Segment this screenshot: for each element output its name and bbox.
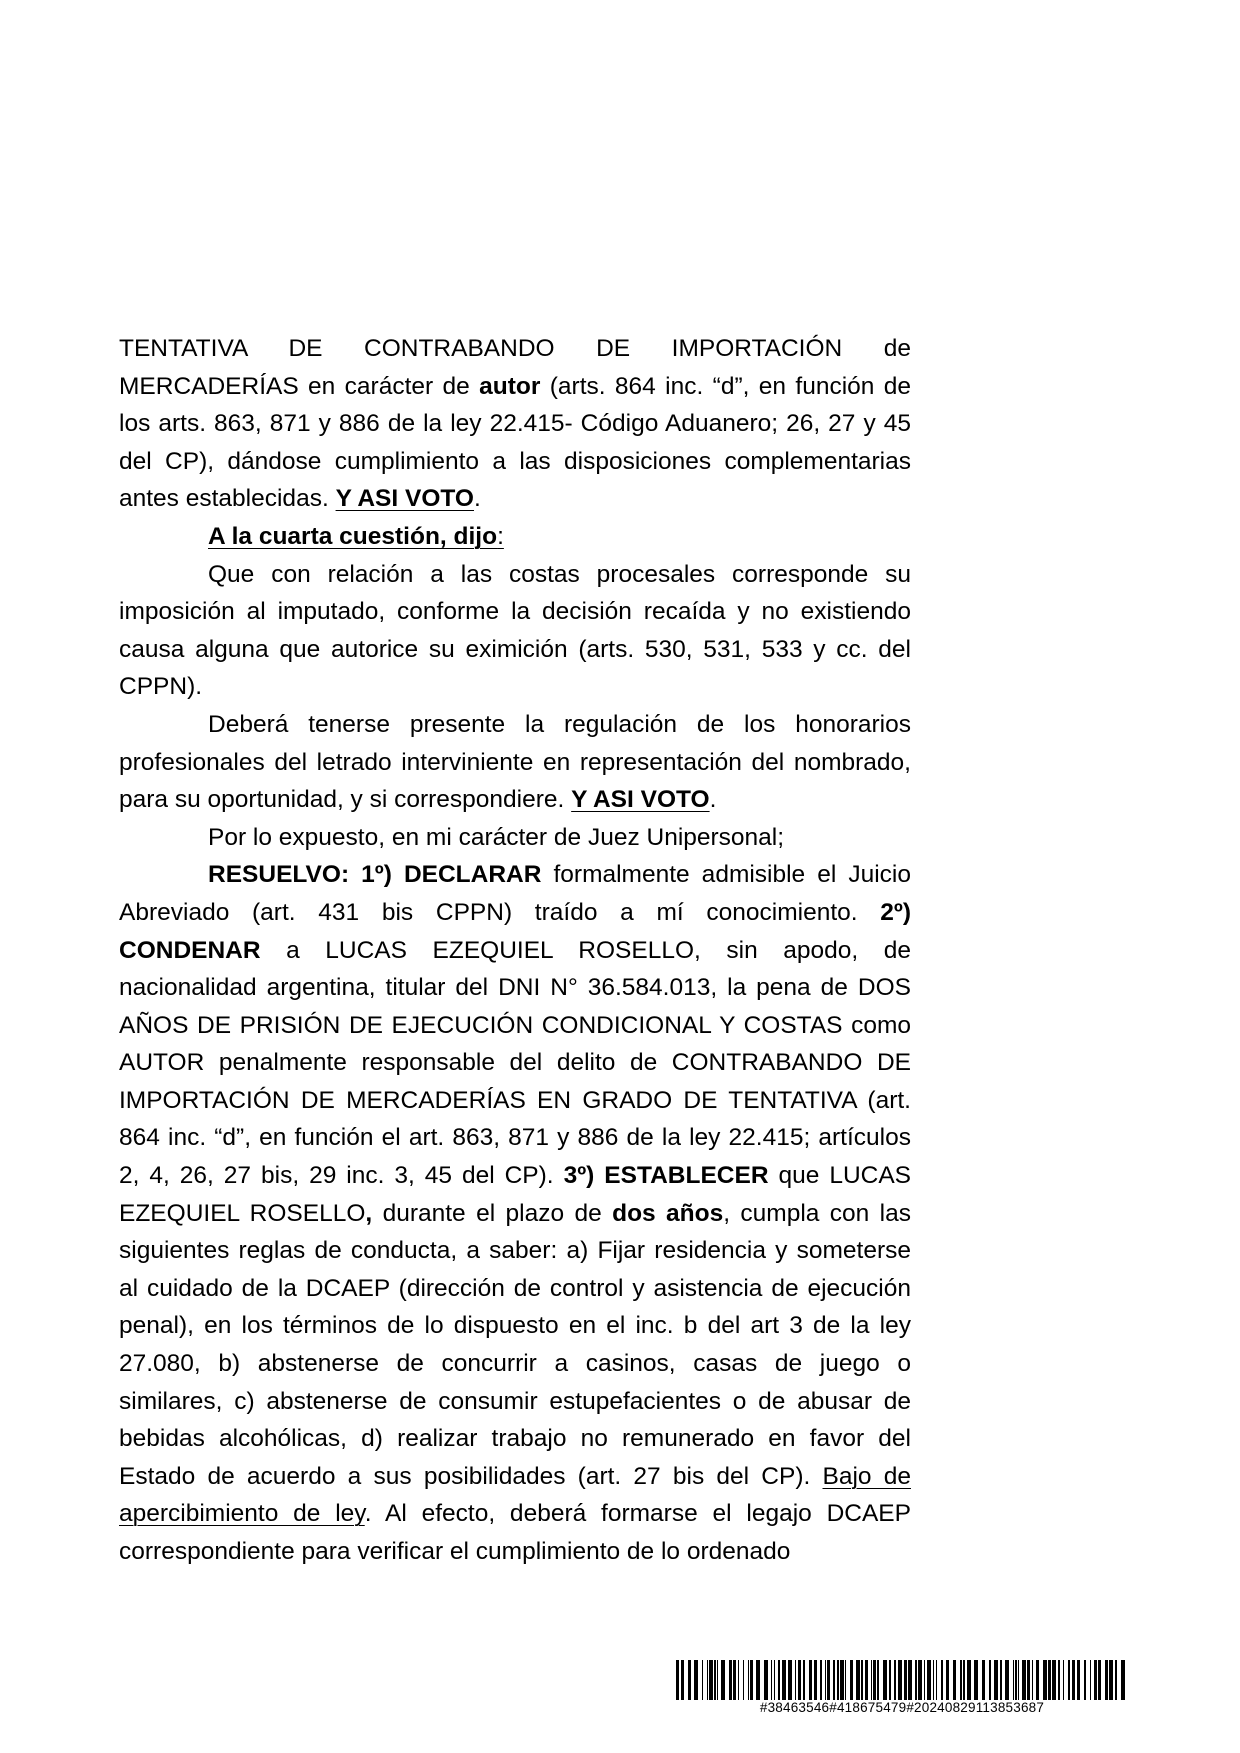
barcode-bar: [1094, 1660, 1097, 1700]
barcode-bar: [953, 1660, 956, 1700]
barcode-bar: [1090, 1660, 1091, 1700]
barcode-bar: [946, 1660, 949, 1700]
barcode-bar: [982, 1660, 985, 1700]
barcode-bar: [840, 1660, 844, 1700]
barcode-bar: [833, 1660, 835, 1700]
barcode-bar: [750, 1660, 753, 1700]
text-run: Que con relación a las costas procesales corresponde su imposición al imputado, conforme la decisión recaída y no existiendo causa alguna que autorice su eximición (arts. 530, 531, 533 y cc. del CPPN).: [119, 560, 911, 701]
text-run: autor: [479, 372, 541, 400]
barcode-bar: [877, 1660, 879, 1700]
text-run: Y ASI VOTO: [335, 485, 474, 513]
barcode-bar: [1022, 1660, 1026, 1700]
barcode-bar: [721, 1660, 725, 1700]
barcode-bar: [915, 1660, 917, 1700]
text-run: A la cuarta cuestión, dijo: [208, 522, 498, 550]
barcode-bar: [681, 1660, 684, 1700]
text-run: dos años: [612, 1199, 724, 1227]
barcode-bar: [918, 1660, 922, 1700]
barcode-bar: [1068, 1660, 1070, 1700]
barcode-bar: [850, 1660, 853, 1700]
barcode-bar: [924, 1660, 925, 1700]
text-run: a LUCAS EZEQUIEL ROSELLO, sin apodo, de nacionalidad argentina, titular del DNI N° 36.584.013, la pena de DOS AÑOS DE PRISIÓN DE EJECUCIÓN CONDICIONAL Y COSTAS como AUTOR penalmente responsable del delito de CONTRABANDO DE IMPORTACIÓN DE MERCADERÍAS EN GRADO DE TENTATIVA (art. 864 inc. “d”, en función el art. 863, 871 y 886 de la ley 22.415; artículos 2, 4, 26, 27 bis, 29 inc. 3, 45 del CP).: [119, 936, 911, 1190]
barcode-bar: [873, 1660, 876, 1700]
barcode-bar: [1109, 1660, 1113, 1700]
barcode-bar: [717, 1660, 718, 1700]
barcode-bar: [967, 1660, 971, 1700]
barcode-bar: [774, 1660, 775, 1700]
barcode-bar: [1043, 1660, 1047, 1700]
text-run: 2º) CONDENAR: [119, 898, 911, 964]
text-run: TENTATIVA DE CONTRABANDO DE IMPORTACIÓN de MERCADERÍAS en carácter de: [119, 335, 911, 400]
barcode-bar: [1084, 1660, 1086, 1700]
barcode-bar: [795, 1660, 796, 1700]
barcode-bar: [1048, 1660, 1051, 1700]
barcode-bar: [748, 1660, 749, 1700]
barcode-bar: [933, 1660, 934, 1700]
barcode-bar: [788, 1660, 792, 1700]
barcode-number: #38463546#418675479#20240829113853687: [759, 1700, 1045, 1715]
barcode-bar: [974, 1660, 978, 1700]
text-run: durante el plazo de: [372, 1199, 613, 1227]
barcode-bar: [733, 1660, 736, 1700]
barcode-bar: [994, 1660, 998, 1700]
text-run: , cumpla con las siguientes reglas de conducta, a saber: a) Fijar residencia y someterse al cuidado de la DCAEP (dirección de control y asistencia de ejecución penal), en los términos de lo dispuesto en el inc. b del art 3 de la ley 27.080, b) abstenerse de concurrir a casinos, casas de juego o similares, c) abstenerse de consumir estupefacientes o de abusar de bebidas alcohólicas, d) realizar trabajo no remunerado en favor del Estado de acuerdo a sus posibilidades (art. 27 bis del CP).: [119, 1199, 911, 1490]
barcode-bar: [963, 1660, 965, 1700]
barcode-bar: [898, 1660, 902, 1700]
barcode-bar: [709, 1660, 713, 1700]
barcode-bar: [764, 1660, 768, 1700]
barcode-bar: [1058, 1660, 1060, 1700]
barcode-bar: [871, 1660, 872, 1700]
barcode-bar: [941, 1660, 943, 1700]
paragraph-2: [119, 518, 911, 556]
paragraph-3: [119, 556, 911, 706]
paragraph-4: [119, 706, 911, 819]
barcode-bar: [837, 1660, 839, 1700]
barcode-bar: [1013, 1660, 1014, 1700]
text-run: .: [474, 485, 481, 513]
barcode-bar: [707, 1660, 708, 1700]
barcode-bar: [1000, 1660, 1002, 1700]
text-run: (arts. 864 inc. “d”, en función de los arts. 863, 871 y 886 de la ley 22.415- Código Aduanero; 26, 27 y 45 del CP), dándose cumplimiento a las disposiciones complementarias antes establecidas.: [119, 372, 911, 513]
barcode-bar: [1077, 1660, 1080, 1700]
barcode-bar: [1052, 1660, 1056, 1700]
document-barcode: [676, 1660, 1128, 1715]
barcode-bar: [845, 1660, 846, 1700]
barcode-bar: [782, 1660, 786, 1700]
barcode-bar: [694, 1660, 698, 1700]
document-body: [119, 330, 911, 1571]
barcode-bar: [1032, 1660, 1033, 1700]
barcode-bar: [1072, 1660, 1075, 1700]
barcode-bar: [889, 1660, 891, 1700]
barcode-bars: [676, 1660, 1128, 1700]
text-run: 3º) ESTABLECER: [563, 1162, 769, 1190]
barcode-bar: [809, 1660, 812, 1700]
barcode-bar: [1115, 1660, 1117, 1700]
barcode-bar: [1027, 1660, 1030, 1700]
barcode-bar: [1105, 1660, 1108, 1700]
barcode-bar: [771, 1660, 772, 1700]
barcode-bar: [820, 1660, 822, 1700]
barcode-bar: [1098, 1660, 1101, 1700]
barcode-bar: [729, 1660, 732, 1700]
barcode-bar: [1005, 1660, 1009, 1700]
barcode-bar: [894, 1660, 896, 1700]
barcode-bar: [1121, 1660, 1125, 1700]
paragraph-6: [119, 856, 911, 1570]
barcode-bar: [827, 1660, 830, 1700]
text-run: :: [497, 522, 504, 550]
barcode-bar: [1036, 1660, 1039, 1700]
text-run: Bajo de apercibimiento de ley: [119, 1462, 911, 1528]
barcode-bar: [803, 1660, 805, 1700]
text-run: que LUCAS EZEQUIEL ROSELLO: [119, 1162, 912, 1227]
barcode-bar: [756, 1660, 760, 1700]
barcode-bar: [989, 1660, 991, 1700]
barcode-bar: [1018, 1660, 1019, 1700]
barcode-bar: [1015, 1660, 1017, 1700]
text-run: RESUELVO: 1º) DECLARAR: [208, 861, 542, 889]
barcode-bar: [825, 1660, 826, 1700]
text-run: . Al efecto, deberá formarse el legajo DCAEP correspondiente para verificar el cumplimiento de lo ordenado: [119, 1500, 911, 1565]
barcode-bar: [738, 1660, 739, 1700]
text-run: .: [709, 786, 717, 814]
barcode-bar: [1063, 1660, 1064, 1700]
barcode-bar: [814, 1660, 817, 1700]
paragraph-5: [119, 819, 911, 857]
barcode-bar: [688, 1660, 691, 1700]
barcode-bar: [702, 1660, 703, 1700]
barcode-bar: [676, 1660, 679, 1700]
barcode-bar: [798, 1660, 801, 1700]
text-run: Por lo expuesto, en mi carácter de Juez Unipersonal;: [208, 823, 785, 851]
barcode-bar: [865, 1660, 868, 1700]
barcode-bar: [936, 1660, 937, 1700]
barcode-bar: [861, 1660, 863, 1700]
barcode-bar: [778, 1660, 780, 1700]
text-run: formalmente admisible el Juicio Abreviado (art. 431 bis CPPN) traído a mí conocimiento.: [119, 861, 911, 926]
barcode-bar: [908, 1660, 912, 1700]
text-run: Deberá tenerse presente la regulación de los honorarios profesionales del letrado interviniente en representación del nombrado, para su oportunidad, y si correspondiere.: [119, 710, 911, 814]
barcode-bar: [904, 1660, 907, 1700]
barcode-bar: [714, 1660, 716, 1700]
barcode-bar: [960, 1660, 962, 1700]
barcode-bar: [856, 1660, 860, 1700]
text-run: Y ASI VOTO: [571, 786, 710, 814]
barcode-bar: [883, 1660, 887, 1700]
text-run: ,: [365, 1199, 373, 1227]
barcode-bar: [743, 1660, 744, 1700]
barcode-bar: [927, 1660, 931, 1700]
paragraph-1: [119, 330, 911, 518]
